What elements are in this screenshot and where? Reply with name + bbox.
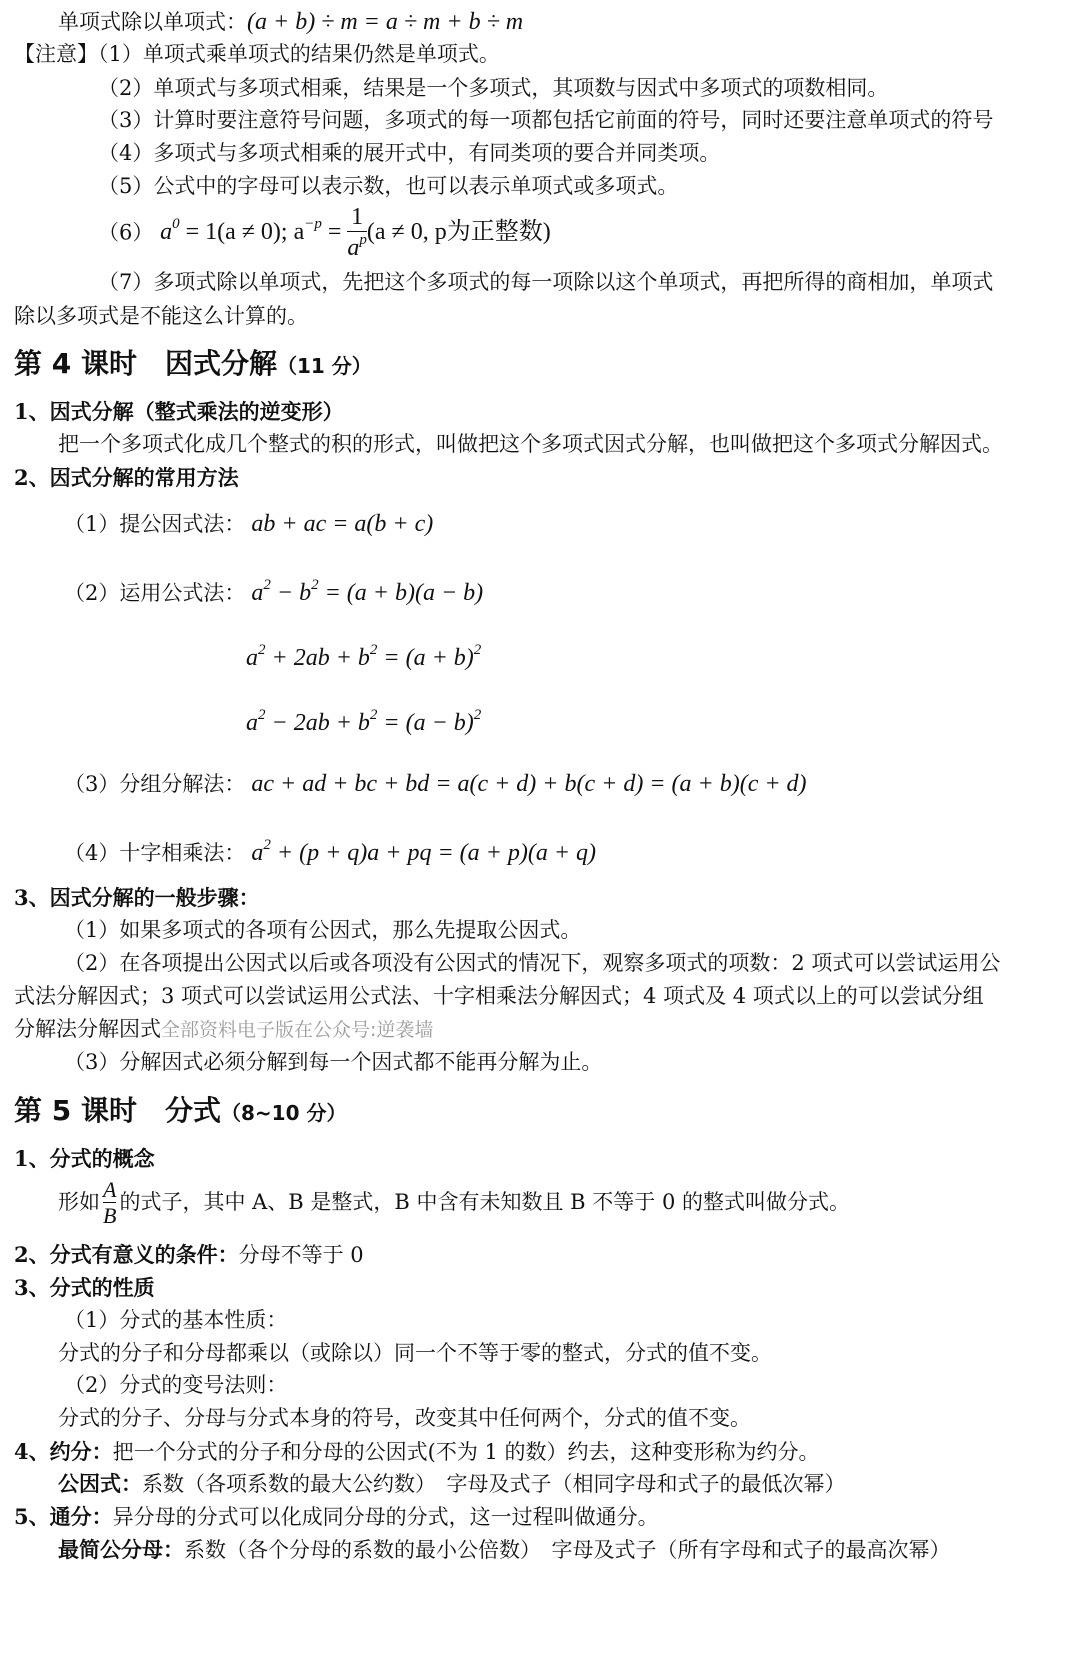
f3-c: = (a − b) (377, 710, 474, 736)
l5-section-2 (14, 1244, 364, 1266)
l5-section-4-text: 把一个分式的分子和分母的公因式(不为 1 的数）约去，这种变形称为约分。 (112, 1440, 820, 1464)
f1-a: a (251, 580, 264, 606)
property-1-title: （1）分式的基本性质： (64, 1308, 288, 1332)
poly-div-mono-label: 单项式除以单项式： (58, 10, 247, 34)
f3-sq1: 2 (258, 707, 266, 723)
l5-section-4-title: 4、约分： (14, 1439, 113, 1464)
fraction-def-num: A (103, 1177, 117, 1202)
note-6-eq1: = 1(a ≠ 0); a (179, 218, 305, 245)
lcd-title: 最简公分母： (58, 1537, 184, 1562)
lesson-4-title: 第 4 课时 因式分解 (14, 347, 277, 380)
note-6-line (98, 205, 551, 261)
notes-label: 【注意】 (14, 42, 98, 66)
f3-sq2: 2 (369, 707, 378, 723)
method-2-line (64, 578, 483, 605)
f1-c: = (a + b)(a − b) (318, 580, 484, 606)
f1-sq1: 2 (263, 577, 271, 593)
f1-sq2: 2 (311, 577, 319, 593)
m4-sq: 2 (263, 837, 271, 853)
fraction-def-den: B (103, 1203, 117, 1229)
f2-sq2: 2 (369, 642, 378, 658)
step-3: （3）分解因式必须分解到每一个因式都不能再分解为止。 (64, 1050, 603, 1074)
note-5: （5）公式中的字母可以表示数，也可以表示单项式或多项式。 (98, 174, 679, 198)
lesson-5-title: 第 5 课时 分式 (14, 1094, 221, 1127)
method-4-formula (251, 837, 596, 866)
f2-c: = (a + b) (377, 645, 474, 671)
l5-section-3-title: 3、分式的性质 (14, 1275, 155, 1300)
l5-section-5-text: 异分母的分式可以化成同分母的分式，这一过程叫做通分。 (112, 1505, 659, 1529)
note-6-formula (160, 204, 551, 262)
method-3-label: （3）分组分解法： (64, 772, 246, 796)
note-6-fraction (347, 205, 367, 261)
f3-a: a (246, 710, 258, 736)
note-1-line (14, 44, 500, 65)
l4-section-2-title: 2、因式分解的常用方法 (14, 465, 239, 490)
method-2-formula-1 (251, 577, 484, 606)
step-2-line-1: （2）在各项提出公因式以后或各项没有公因式的情况下，观察多项式的项数：2 项式可以尝试运用公 (64, 951, 1001, 975)
fraction-def-post: 的式子，其中 A、B 是整式，B 中含有未知数且 B 不等于 0 的整式叫做分式。 (119, 1190, 851, 1215)
method-1-label: （1）提公因式法： (64, 512, 246, 536)
step-1: （1）如果多项式的各项有公因式，那么先提取公因式。 (64, 918, 582, 942)
note-4: （4）多项式与多项式相乘的展开式中，有同类项的要合并同类项。 (98, 141, 721, 165)
l5-section-2-title: 2、分式有意义的条件： (14, 1242, 239, 1267)
l5-section-5-title: 5、通分： (14, 1504, 113, 1529)
method-4-label: （4）十字相乘法： (64, 841, 246, 865)
note-6-label: （6） (98, 220, 154, 245)
note-3: （3）计算时要注意符号问题，多项式的每一项都包括它前面的符号，同时还要注意单项式的符号 (98, 108, 994, 132)
l4-section-1-text: 把一个多项式化成几个整式的积的形式，叫做把这个多项式因式分解，也叫做把这个多项式分解因式。 (58, 432, 1003, 456)
method-2-formula-2 (246, 643, 481, 670)
lcd-text: 系数（各个分母的系数的最小公倍数） 字母及式子（所有字母和式子的最高次幂） (184, 1538, 951, 1562)
method-1-formula: ab + ac = a(b + c) (251, 511, 434, 537)
l5-section-5 (14, 1506, 659, 1528)
gcf-line (58, 1473, 846, 1495)
method-3-line (64, 772, 807, 796)
fraction-def-frac (103, 1178, 116, 1227)
lcd-line (58, 1539, 951, 1561)
step-2-line-2: 式法分解因式；3 项式可以尝试运用公式法、十字相乘法分解因式；4 项式及 4 项式以上的可以尝试分组 (14, 984, 984, 1008)
l4-section-1-title: 1、因式分解（整式乘法的逆变形） (14, 399, 344, 424)
step-2-line-3 (14, 1019, 433, 1040)
l5-section-2-text: 分母不等于 0 (238, 1243, 364, 1267)
watermark: 全部资料电子版在公众号:逆袭墙 (161, 1019, 434, 1041)
note-7-line-1: （7）多项式除以单项式，先把这个多项式的每一项除以这个单项式，再把所得的商相加，单项式 (98, 270, 994, 294)
gcf-text: 系数（各项系数的最大公约数） 字母及式子（相同字母和式子的最低次幂） (142, 1472, 846, 1496)
step-2-line-3-text: 分解法分解因式 (14, 1017, 161, 1041)
poly-div-mono-formula: (a + b) ÷ m = a ÷ m + b ÷ m (247, 9, 524, 35)
f3-sq3: 2 (473, 707, 482, 723)
m4-rest: + (p + q)a + pq = (a + p)(a + q) (270, 840, 596, 866)
f2-sq1: 2 (258, 642, 266, 658)
fraction-definition (58, 1178, 850, 1227)
method-2-formula-3 (246, 708, 481, 735)
method-4-line (64, 838, 596, 865)
f2-sq3: 2 (473, 642, 482, 658)
l5-section-4 (14, 1441, 820, 1463)
property-1-text: 分式的分子和分母都乘以（或除以）同一个不等于零的整式，分式的值不变。 (58, 1341, 772, 1365)
lesson-5-heading (14, 1094, 347, 1127)
f1-b: − b (270, 580, 312, 606)
note-6-frac-den-exp: p (359, 232, 367, 249)
lesson-5-points: （8~10 分） (220, 1101, 347, 1125)
note-6-frac-den: a (347, 235, 360, 262)
note-6-a: a (160, 218, 173, 245)
f3-b: − 2ab + b (265, 710, 370, 736)
l4-section-3-title: 3、因式分解的一般步骤： (14, 885, 260, 910)
lesson-4-heading (14, 347, 372, 380)
note-1: （1）单项式乘单项式的结果仍然是单项式。 (98, 42, 500, 66)
method-2-label: （2）运用公式法： (64, 581, 246, 605)
gcf-title: 公因式： (58, 1471, 142, 1496)
note-6-eq2: = (321, 218, 348, 245)
method-1-line (64, 512, 433, 536)
note-6-condition: (a ≠ 0, p为正整数) (366, 218, 551, 245)
poly-div-mono-line (58, 10, 523, 34)
fraction-def-pre: 形如 (58, 1190, 100, 1215)
note-6-frac-num: 1 (351, 204, 364, 230)
m4-a: a (251, 840, 264, 866)
note-6-exp-negp: −p (304, 215, 322, 232)
property-2-title: （2）分式的变号法则： (64, 1373, 288, 1397)
note-7-line-2: 除以多项式是不能这么计算的。 (14, 304, 308, 328)
l5-section-1-title: 1、分式的概念 (14, 1146, 155, 1171)
f2-a: a (246, 645, 258, 671)
method-3-formula: ac + ad + bc + bd = a(c + d) + b(c + d) = (a + b)(c + d) (251, 771, 807, 797)
note-6-exp-zero: 0 (172, 215, 180, 232)
note-2: （2）单项式与多项式相乘，结果是一个多项式，其项数与因式中多项式的项数相同。 (98, 76, 889, 100)
f2-b: + 2ab + b (265, 645, 370, 671)
lesson-4-points: （11 分） (276, 354, 372, 378)
property-2-text: 分式的分子、分母与分式本身的符号，改变其中任何两个，分式的值不变。 (58, 1406, 751, 1430)
